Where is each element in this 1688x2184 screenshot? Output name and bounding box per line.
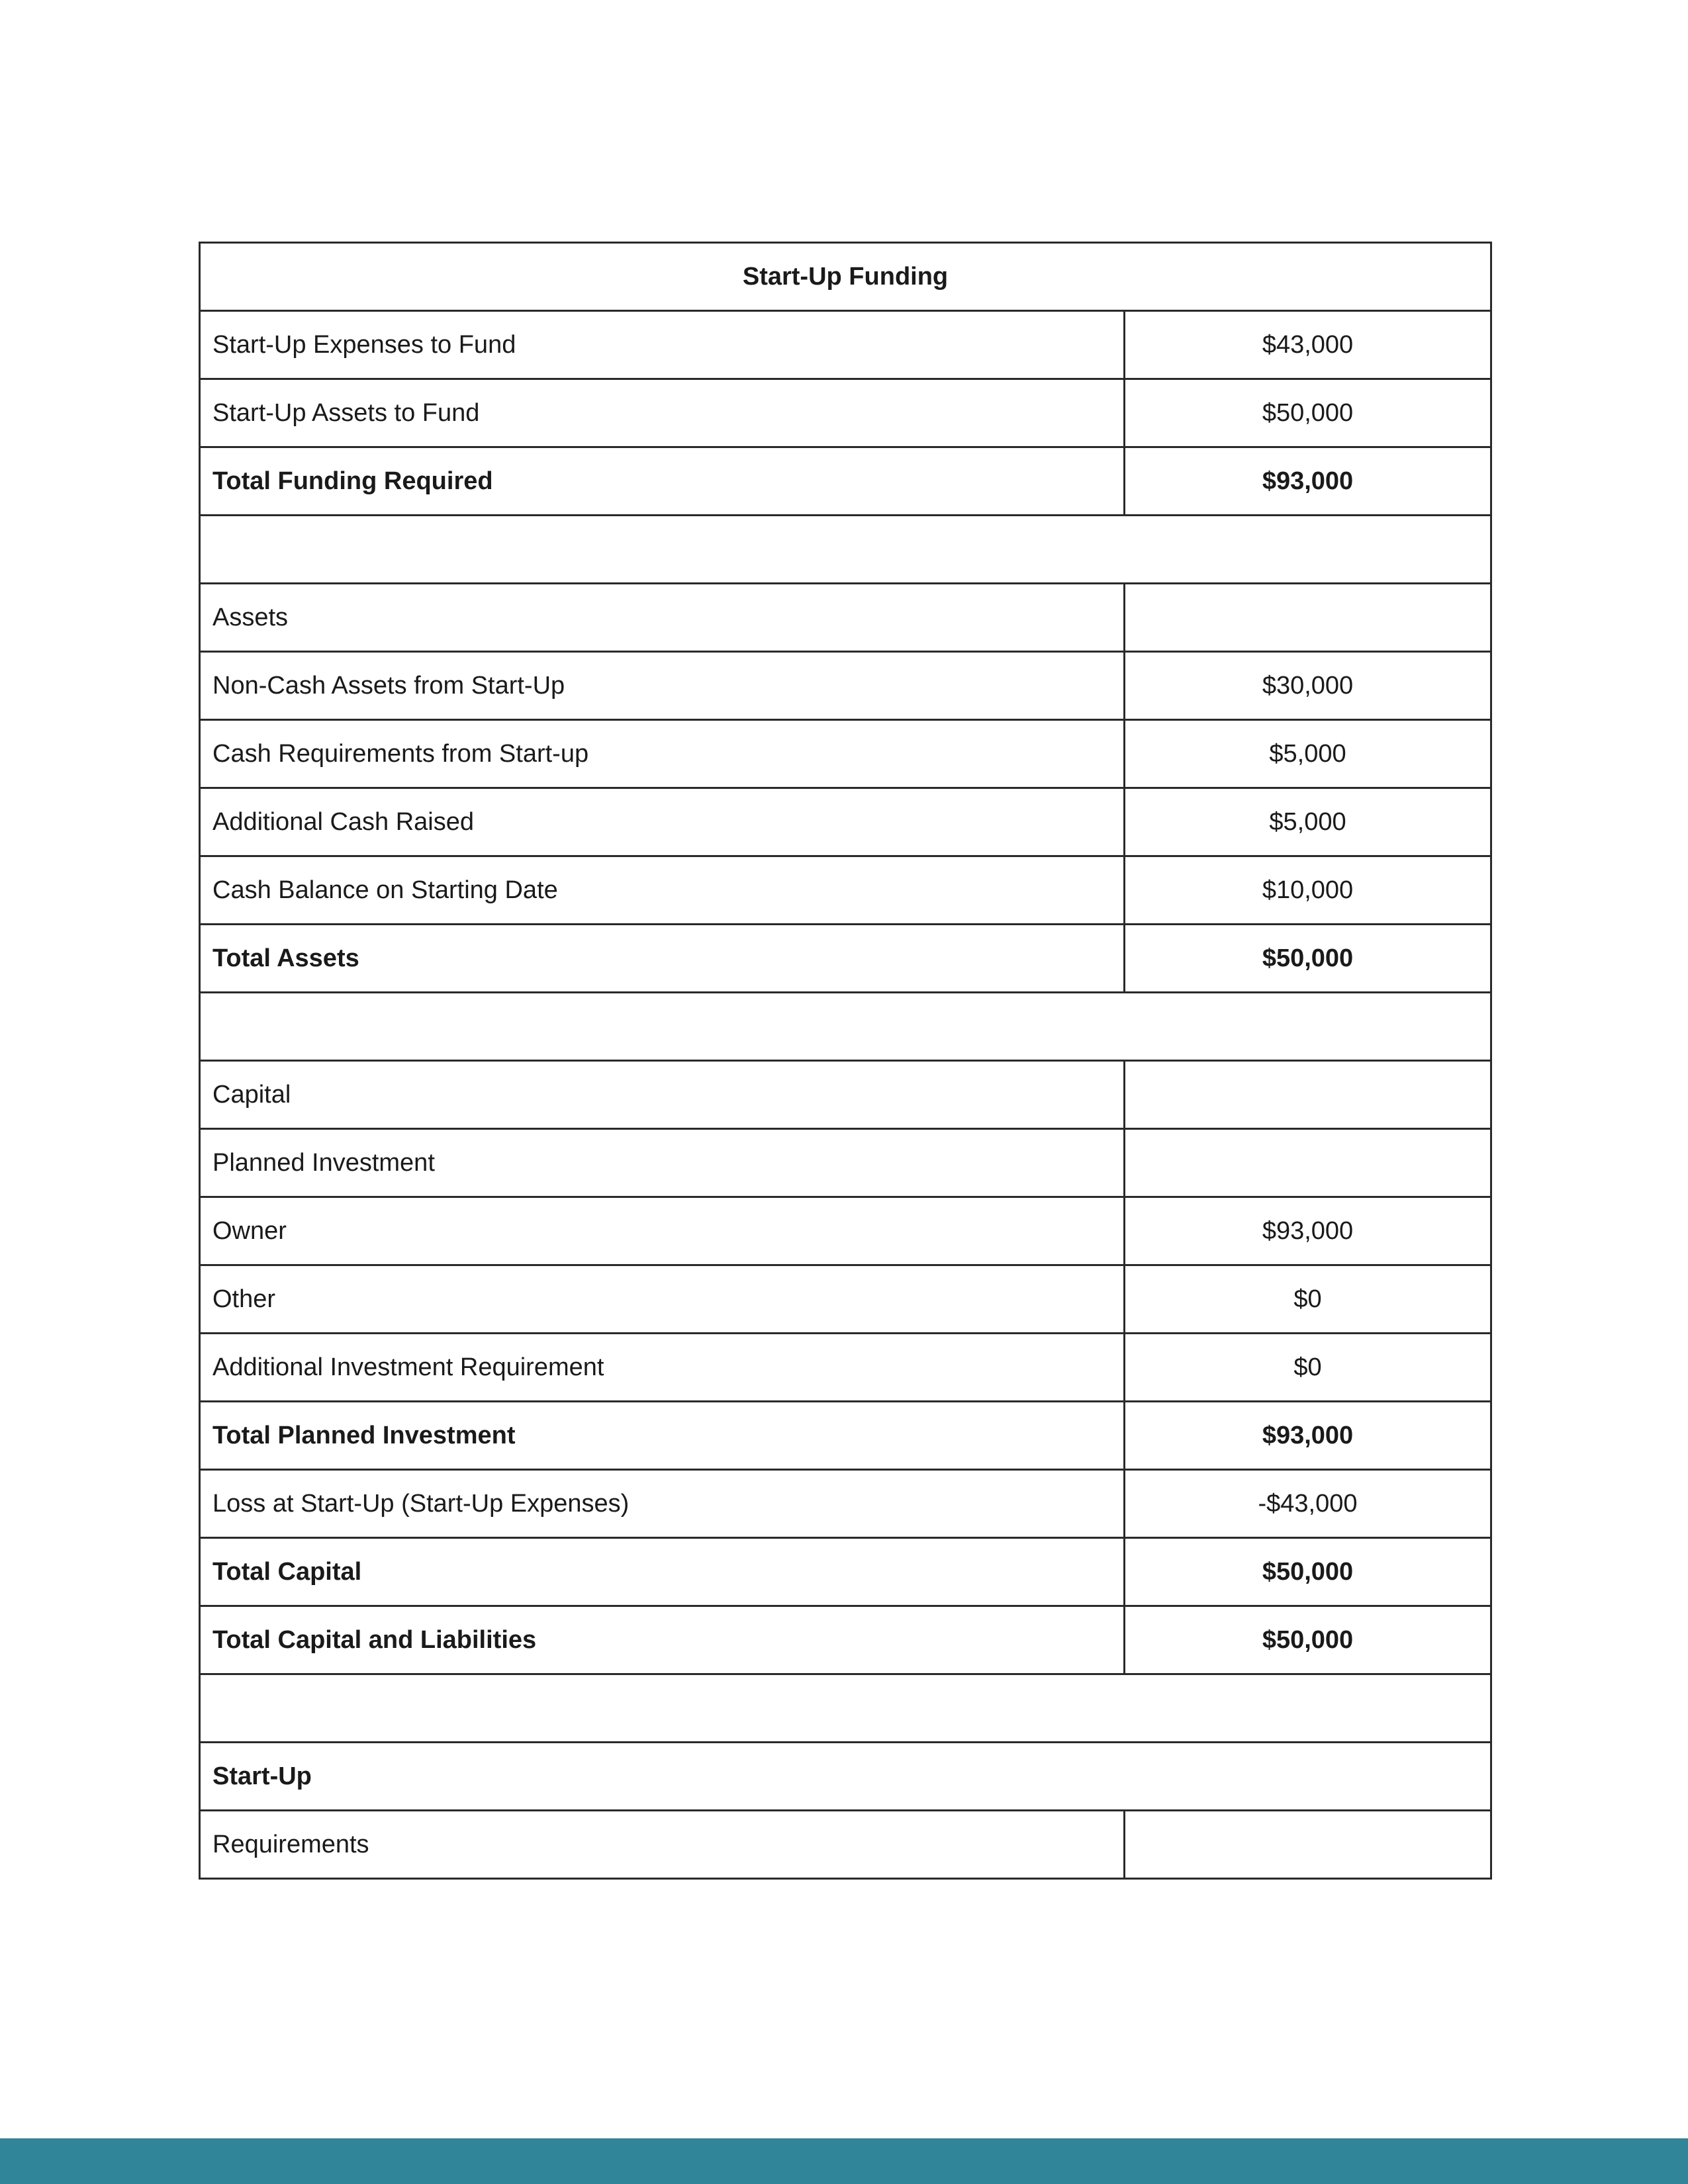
table-title-row [200,243,1491,311]
row-label: Additional Cash Raised [200,788,1125,856]
table-row [200,1129,1491,1197]
row-value: $93,000 [1125,1197,1491,1265]
start-up-funding-table [199,242,1492,1880]
row-value: $50,000 [1125,925,1491,993]
row-value: $50,000 [1125,1606,1491,1674]
section-header-row [200,1743,1491,1811]
row-value [1125,584,1491,652]
row-label: Start-Up Expenses to Fund [200,311,1125,379]
spacer-cell [200,1674,1491,1743]
table-row-total [200,1402,1491,1470]
table-row [200,1811,1491,1879]
row-value: $93,000 [1125,1402,1491,1470]
row-value: $50,000 [1125,379,1491,447]
spacer-cell [200,993,1491,1061]
table-row [200,379,1491,447]
table-row [200,311,1491,379]
table-row [200,1470,1491,1538]
spacer-row [200,1674,1491,1743]
row-label: Cash Balance on Starting Date [200,856,1125,925]
row-label: Planned Investment [200,1129,1125,1197]
table-row [200,720,1491,788]
row-value [1125,1061,1491,1129]
table-row [200,1061,1491,1129]
table-row-total [200,1606,1491,1674]
table-row [200,1197,1491,1265]
row-label: Owner [200,1197,1125,1265]
row-value: $5,000 [1125,720,1491,788]
spacer-cell [200,516,1491,584]
row-label: Capital [200,1061,1125,1129]
table-row [200,788,1491,856]
table-row [200,1334,1491,1402]
table-row [200,652,1491,720]
row-label: Additional Investment Requirement [200,1334,1125,1402]
footer-color-band [0,2138,1688,2184]
row-value: $43,000 [1125,311,1491,379]
table-row [200,1265,1491,1334]
row-label: Cash Requirements from Start-up [200,720,1125,788]
row-value: $93,000 [1125,447,1491,516]
row-value [1125,1129,1491,1197]
table-row-total [200,1538,1491,1606]
section-header: Start-Up [200,1743,1491,1811]
row-label: Total Assets [200,925,1125,993]
spacer-row [200,993,1491,1061]
row-value: $5,000 [1125,788,1491,856]
row-label: Non-Cash Assets from Start-Up [200,652,1125,720]
row-value: $0 [1125,1334,1491,1402]
row-label: Other [200,1265,1125,1334]
table-row-total [200,925,1491,993]
spacer-row [200,516,1491,584]
start-up-funding-table-container [199,242,1490,1880]
row-label: Total Capital [200,1538,1125,1606]
table-row [200,856,1491,925]
row-value: $30,000 [1125,652,1491,720]
table-row [200,584,1491,652]
table-row-total [200,447,1491,516]
row-label: Start-Up Assets to Fund [200,379,1125,447]
row-label: Total Funding Required [200,447,1125,516]
table-title: Start-Up Funding [200,243,1491,311]
row-value: -$43,000 [1125,1470,1491,1538]
row-value: $10,000 [1125,856,1491,925]
row-value: $0 [1125,1265,1491,1334]
row-label: Requirements [200,1811,1125,1879]
row-label: Loss at Start-Up (Start-Up Expenses) [200,1470,1125,1538]
row-label: Total Capital and Liabilities [200,1606,1125,1674]
row-label: Total Planned Investment [200,1402,1125,1470]
row-label: Assets [200,584,1125,652]
row-value [1125,1811,1491,1879]
row-value: $50,000 [1125,1538,1491,1606]
